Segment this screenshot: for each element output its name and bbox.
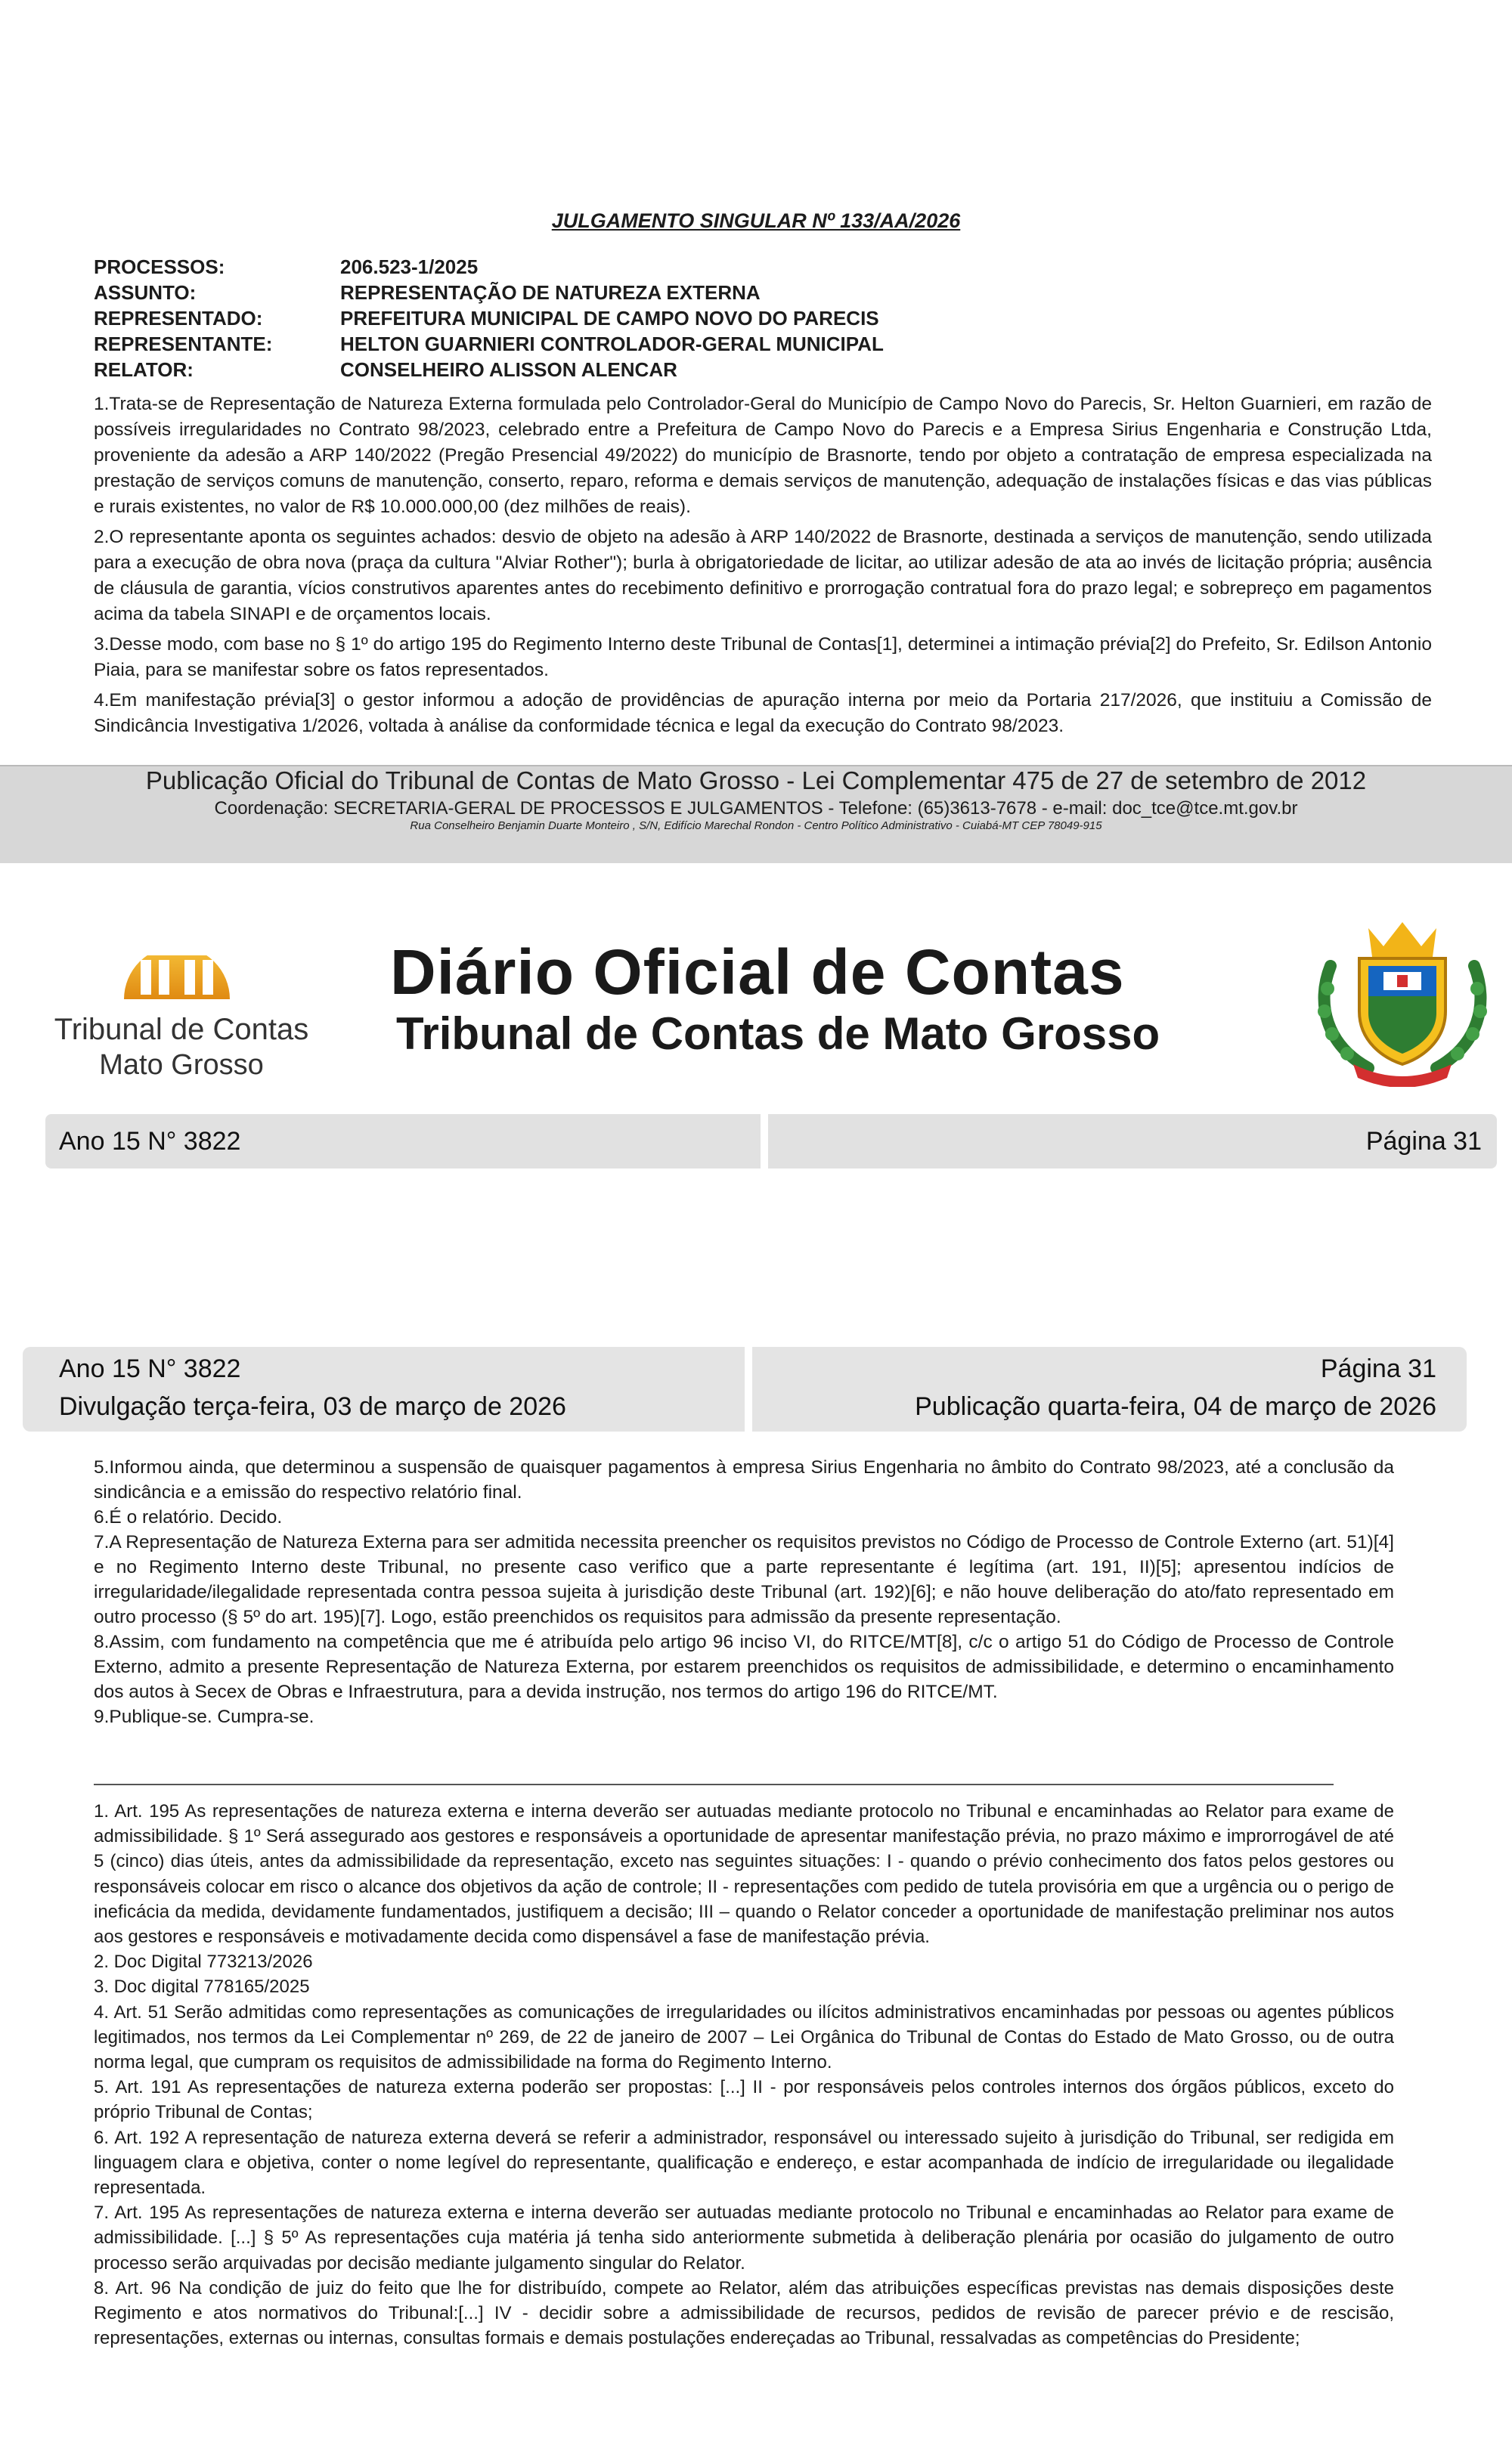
- paragraph: 6.É o relatório. Decido.: [94, 1507, 283, 1528]
- paragraph: 8.Assim, com fundamento na competência que me é atribuída pelo artigo 96 inciso VI, do RITCE/MT[8], c/c o artigo 51 do Código de Processo de Controle Externo, admito a presente Representação de Natureza Externa, por estarem preenchidos os requisitos de admissibilidade, e determino o encaminhamento dos autos à Secex de Obras e Infraestrutura, para a devida instrução, nos termos do artigo 196 do RITCE/MT.: [94, 1632, 1394, 1702]
- info-value: REPRESENTAÇÃO DE NATUREZA EXTERNA: [340, 280, 761, 304]
- info-label: REPRESENTANTE:: [94, 332, 273, 355]
- edition-bar-left: [45, 1114, 761, 1169]
- info-row-representado: [94, 305, 884, 331]
- info-label: RELATOR:: [94, 358, 194, 381]
- paragraph: 3.Desse modo, com base no § 1º do artigo 195 do Regimento Interno deste Tribunal de Contas[1], determinei a intimação prévia[2] do Prefeito, Sr. Edilson Antonio Piaia, para se manifestar sobre os fatos representados.: [94, 634, 1432, 680]
- footnote: 4. Art. 51 Serão admitidas como representações as comunicações de irregularidades ou ilícitos administrativos encaminhadas por pessoas ou agentes públicos legitimados, nos termos da Lei Complementar nº 269, de 22 de janeiro de 2007 – Lei Orgânica do Tribunal de Contas do Estado de Mato Grosso, ou de outra norma legal, que cumpram os requisitos de admissibilidade na forma do Regimento Interno.: [94, 2001, 1394, 2073]
- page-number: Página 31: [1365, 1127, 1482, 1156]
- footnote: 7. Art. 195 As representações de natureza externa e interna deverão ser autuadas mediante protocolo no Tribunal e encaminhadas ao Relator para exame de admissibilidade. [...] § 5º As representações cuja matéria já tenha sido anteriormente submetida à deliberação plenária por ocasião do julgamento de outro processo serão arquivadas por decisão mediante julgamento singular do Relator.: [94, 2202, 1394, 2274]
- paragraph: 5.Informou ainda, que determinou a suspensão de quaisquer pagamentos à empresa Sirius Engenharia no âmbito do Contrato 98/2023, até a conclusão da sindicância e a emissão do respectivo relatório final.: [94, 1457, 1394, 1503]
- footnote: 6. Art. 192 A representação de natureza externa deverá se referir a administrador, responsável ou interessado sujeito à jurisdição do Tribunal, ser redigida em linguagem clara e objetiva, conter o nome legível do representante, qualificação e endereço, e estar acompanhada de indício de irregularidade ou ilegalidade representada.: [94, 2127, 1394, 2199]
- masthead-subtitle: Tribunal de Contas de Mato Grosso: [396, 1008, 1160, 1059]
- judgment-title: JULGAMENTO SINGULAR Nº 133/AA/2026: [551, 209, 961, 232]
- footnotes: [94, 1799, 1394, 2351]
- footnote: 8. Art. 96 Na condição de juiz do feito que lhe for distribuído, compete ao Relator, além das atribuições específicas previstas nas demais disposições deste Regimento e atos normativos do Tribunal:[...] IV - decidir sobre a admissibilidade de recursos, pedidos de revisão de parecer prévio e de rescisão, representações, externas ou internas, consultas formais e demais postulações endereçadas ao Tribunal, ressalvadas as competências do Presidente;: [94, 2277, 1394, 2349]
- paragraph: 1.Trata-se de Representação de Natureza Externa formulada pelo Controlador-Geral do Município de Campo Novo do Parecis, Sr. Helton Guarnieri, em razão de possíveis irregularidades no Contrato 98/2023, celebrado entre a Prefeitura de Campo Novo do Parecis e a Empresa Sirius Engenharia e Construção Ltda, proveniente da adesão a ARP 140/2022 (Pregão Presencial 49/2022) do município de Brasnorte, tendo por objeto a contratação de empresa especializada na prestação de serviços comuns de manutenção, conserto, reparo, reforma e demais serviços de manutenção, adequação de instalações físicas e das vias públicas e rurais existentes, no valor de R$ 10.000.000,00 (dez milhões de reais).: [94, 394, 1432, 517]
- process-info-table: [94, 254, 884, 382]
- paragraph: 9.Publique-se. Cumpra-se.: [94, 1707, 314, 1727]
- logo-text-line1: Tribunal de Contas: [54, 1013, 309, 1046]
- page-header-left: [23, 1347, 745, 1432]
- footer-coordination: Coordenação: SECRETARIA-GERAL DE PROCESSOS E JULGAMENTOS - Telefone: (65)3613-7678 - e-mail: doc_tce@tce.mt.gov.br: [214, 798, 1298, 819]
- page-header-right: [752, 1347, 1467, 1432]
- info-value: 206.523-1/2025: [340, 255, 479, 278]
- info-row-relator: [94, 357, 884, 382]
- logo-text-line2: Mato Grosso: [99, 1049, 264, 1081]
- judgment-body: [94, 392, 1432, 744]
- tce-logo-icon: [119, 915, 234, 1005]
- footer-publication: Publicação Oficial do Tribunal de Contas de Mato Grosso - Lei Complementar 475 de 27 de setembro de 2012: [145, 766, 1367, 794]
- info-value: PREFEITURA MUNICIPAL DE CAMPO NOVO DO PARECIS: [340, 306, 879, 330]
- page-header-bar: [23, 1347, 1467, 1432]
- decision-body: [94, 1455, 1394, 1729]
- paragraph: 4.Em manifestação prévia[3] o gestor informou a adoção de providências de apuração interna por meio da Portaria 217/2026, que instituiu a Comissão de Sindicância Investigativa 1/2026, voltada à análise da conformidade técnica e legal da execução do Contrato 98/2023.: [94, 690, 1432, 736]
- edition-bar-right: [768, 1114, 1497, 1169]
- footnote: 2. Doc Digital 773213/2026: [94, 1952, 313, 1973]
- info-value: CONSELHEIRO ALISSON ALENCAR: [340, 358, 677, 381]
- paragraph: 7.A Representação de Natureza Externa para ser admitida necessita preencher os requisitos previstos no Código de Processo de Controle Externo (art. 51)[4] e no Regimento Interno deste Tribunal, no presente caso verifico que a parte representante é legítima (art. 191, II)[5]; apresentou indícios de irregularidade/ilegalidade representada contra pessoa sujeita à jurisdição deste Tribunal (art. 192)[6]; e não houve deliberação do ato/fato representado em outro processo (§ 5º do art. 195)[7]. Logo, estão preenchidos os requisitos para admissão da presente representação.: [94, 1532, 1394, 1627]
- paragraph: 2.O representante aponta os seguintes achados: desvio de objeto na adesão à ARP 140/2022 de Brasnorte, destinada a serviços de manutenção, sendo utilizada para a execução de obra nova (praça da cultura "Alviar Rother"); burla à obrigatoriedade de licitar, ao utilizar adesão de ata ao invés de licitação própria; ausência de cláusula de garantia, vícios construtivos aparentes antes do recebimento definitivo e prorrogação contratual fora do prazo legal; e sobrepreço em pagamentos acima da tabela SINAPI e de orçamentos locais.: [94, 527, 1432, 624]
- info-row-representante: [94, 331, 884, 357]
- info-label: ASSUNTO:: [94, 280, 197, 304]
- info-row-assunto: [94, 280, 884, 305]
- divulgation-date: Divulgação terça-feira, 03 de março de 2026: [59, 1392, 566, 1421]
- info-label: REPRESENTADO:: [94, 306, 263, 330]
- header-page-number: Página 31: [1320, 1354, 1436, 1383]
- coat-of-arms-icon: [1308, 913, 1497, 1087]
- footer-address: Rua Conselheiro Benjamin Duarte Monteiro , S/N, Edifício Marechal Rondon - Centro Político Administrativo - Cuiabá-MT CEP 78049-915: [410, 819, 1102, 832]
- publication-date: Publicação quarta-feira, 04 de março de 2026: [915, 1392, 1436, 1421]
- masthead-title: Diário Oficial de Contas: [390, 936, 1125, 1008]
- info-value: HELTON GUARNIERI CONTROLADOR-GERAL MUNICIPAL: [340, 332, 884, 355]
- footnote: 3. Doc digital 778165/2025: [94, 1976, 310, 1998]
- edition-bar: [45, 1114, 1497, 1169]
- footnote: 5. Art. 191 As representações de natureza externa poderão ser propostas: [...] II - por responsáveis pelos controles internos dos órgãos públicos, exceto do próprio Tribunal de Contas;: [94, 2077, 1394, 2123]
- info-label: PROCESSOS:: [94, 255, 225, 278]
- footnote: 1. Art. 195 As representações de natureza externa e interna deverão ser autuadas mediante protocolo no Tribunal e encaminhadas ao Relator para exame de admissibilidade. § 1º Será assegurado aos gestores e responsáveis a oportunidade de apresentar manifestação prévia, no prazo máximo e improrrogável de até 5 (cinco) dias úteis, antes da admissibilidade da representação, exceto nas seguintes situações: I - quando o prévio conhecimento dos fatos pelos gestores ou responsáveis colocar em risco o alcance dos objetivos da ação de controle; II - representações com pedido de tutela provisória em que a urgência ou o perigo de ineficácia da medida, devidamente fundamentados, justifiquem a decisão; III – quando o Relator conceder a oportunidade de manifestação preliminar nos autos aos gestores e responsáveis e motivadamente decida como dispensável a fase de manifestação prévia.: [94, 1801, 1394, 1948]
- edition-number: Ano 15 N° 3822: [59, 1127, 241, 1156]
- footnote-divider: [94, 1784, 1334, 1785]
- header-edition-number: Ano 15 N° 3822: [59, 1354, 241, 1383]
- info-row-processos: [94, 254, 884, 280]
